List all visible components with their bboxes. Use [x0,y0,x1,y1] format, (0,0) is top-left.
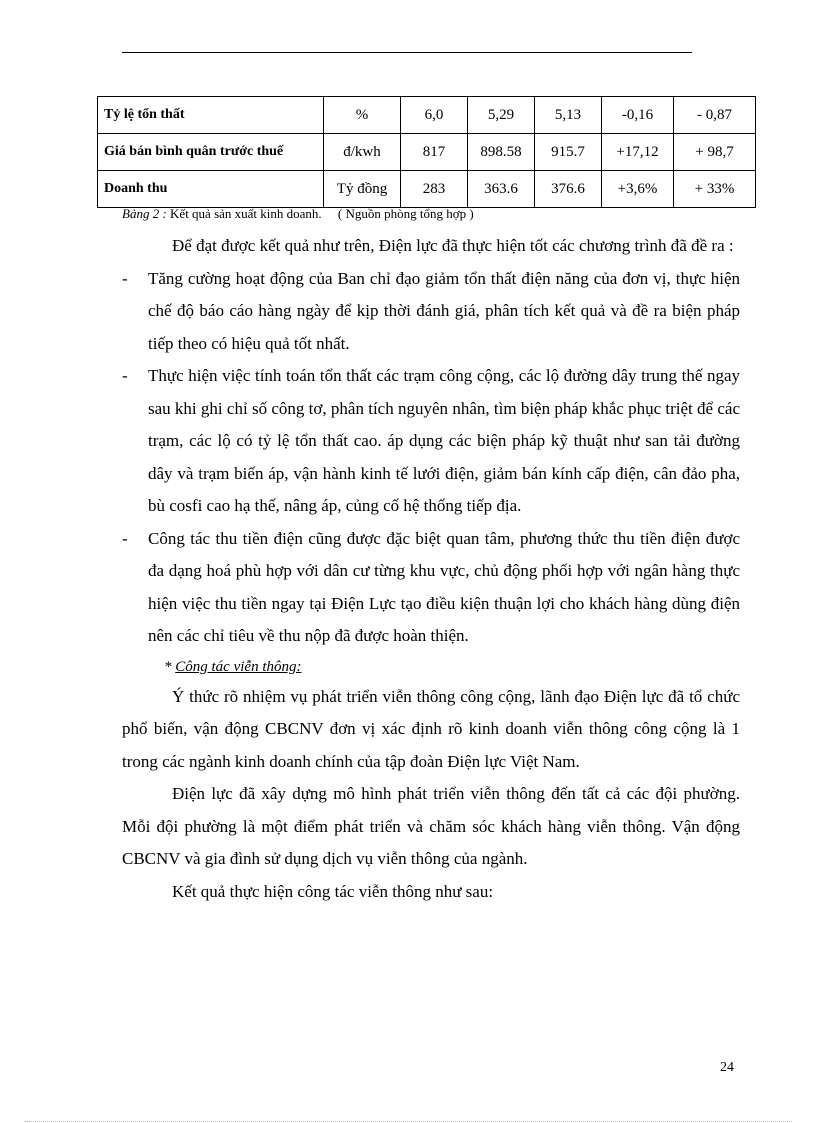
bullet-dash-icon: - [122,528,128,548]
bullet-text: Tăng cường hoạt động của Ban chỉ đạo giảm tổn thất điện năng của đơn vị, thực hiện chế độ báo cáo hàng ngày để kịp thời đánh giá, phân tích kết quả và đề ra biện pháp tiếp theo có hiệu quả tốt nhất. [148,268,740,353]
value-cell: 5,13 [535,97,602,134]
bullet-dash-icon: - [122,366,128,385]
row-label: Tỷ lệ tổn thất [98,97,324,134]
bullet-text: Công tác thu tiền điện cũng được đặc biệt quan tâm, phương thức thu tiền điện được đa dạng hoá phù hợp với dân cư từng khu vực, chủ động phối hợp với ngân hàng thực hiện việc thu tiền ngay tại Điện Lực tạo điều kiện thuận lợi cho khách hàng dùng điện nên các chỉ tiêu về thu nộp đã được hoàn thiện. [148,528,740,645]
page-number: 24 [720,1060,734,1075]
bullet-text: Thực hiện việc tính toán tổn thất các trạm công cộng, các lộ đường dây trung thế ngay sau khi ghi chỉ số công tơ, phân tích nguyên nhân, tìm biện pháp khắc phục triệt để các trạm, các lộ có tỷ lệ tổn thất cao. áp dụng các biện pháp kỹ thuật như san tải đường dây và trạm biến áp, vận hành kinh tế lưới điện, giảm bán kính cấp điện, cân đảo pha, bù cosfi cao hạ thế, nâng áp, củng cố hệ thống tiếp địa. [148,366,740,515]
telecom-paragraph-2: Điện lực đã xây dựng mô hình phát triển viễn thông đến tất cả các đội phường. Mỗi đội phường là một điểm phát triển và chăm sóc khách hàng viễn thông. Vận động CBCNV và gia đình sử dụng dịch vụ viễn thông của ngành. [122,784,740,868]
table-row-average-price [98,134,756,171]
value-cell: 283 [401,171,468,208]
section-prefix: * [164,658,176,675]
header-rule [122,52,692,53]
value-cell: 915.7 [535,134,602,171]
table-row-revenue [98,171,756,208]
bullet-item [122,523,740,653]
row-label: Giá bán bình quân trước thuế [98,134,324,171]
telecom-paragraph-1: Ý thức rõ nhiệm vụ phát triển viễn thông công cộng, lãnh đạo Điện lực đã tổ chức phổ biến, vận động CBCNV đơn vị xác định rõ kinh doanh viễn thông công cộng là 1 trong các ngành kinh doanh chính của tập đoàn Điện lực Việt Nam. [122,686,740,771]
footer-rule [24,1121,792,1122]
value-cell: 817 [401,134,468,171]
section-title: Công tác viễn thông: [175,658,302,675]
caption-source: ( Nguồn phòng tổng hợp ) [337,206,474,221]
row-label: Doanh thu [98,171,324,208]
body-text [122,230,740,908]
change-cell: -0,16 [602,97,674,134]
value-cell: 898.58 [468,134,535,171]
bullet-item [122,360,740,523]
value-cell: 5,29 [468,97,535,134]
change-cell: +3,6% [602,171,674,208]
bullet-item [122,263,740,361]
bullet-dash-icon: - [122,268,128,288]
section-heading [164,653,740,681]
intro-paragraph: Để đạt được kết quả như trên, Điện lực đã thực hiện tốt các chương trình đã đề ra : [172,236,734,255]
value-cell: 376.6 [535,171,602,208]
change-cell: + 33% [674,171,756,208]
caption-label: Bảng 2 : [122,206,167,221]
caption-text: Kết quả sản xuất kinh doanh. [170,206,322,221]
table-row-loss-rate [98,97,756,134]
value-cell: 6,0 [401,97,468,134]
telecom-paragraph-3: Kết quả thực hiện công tác viễn thông như sau: [172,881,494,901]
value-cell: 363.6 [468,171,535,208]
change-cell: + 98,7 [674,134,756,171]
unit-cell: Tỷ đồng [324,171,401,208]
unit-cell: % [324,97,401,134]
table-caption [122,206,474,222]
unit-cell: đ/kwh [324,134,401,171]
change-cell: +17,12 [602,134,674,171]
change-cell: - 0,87 [674,97,756,134]
results-table [97,96,756,208]
